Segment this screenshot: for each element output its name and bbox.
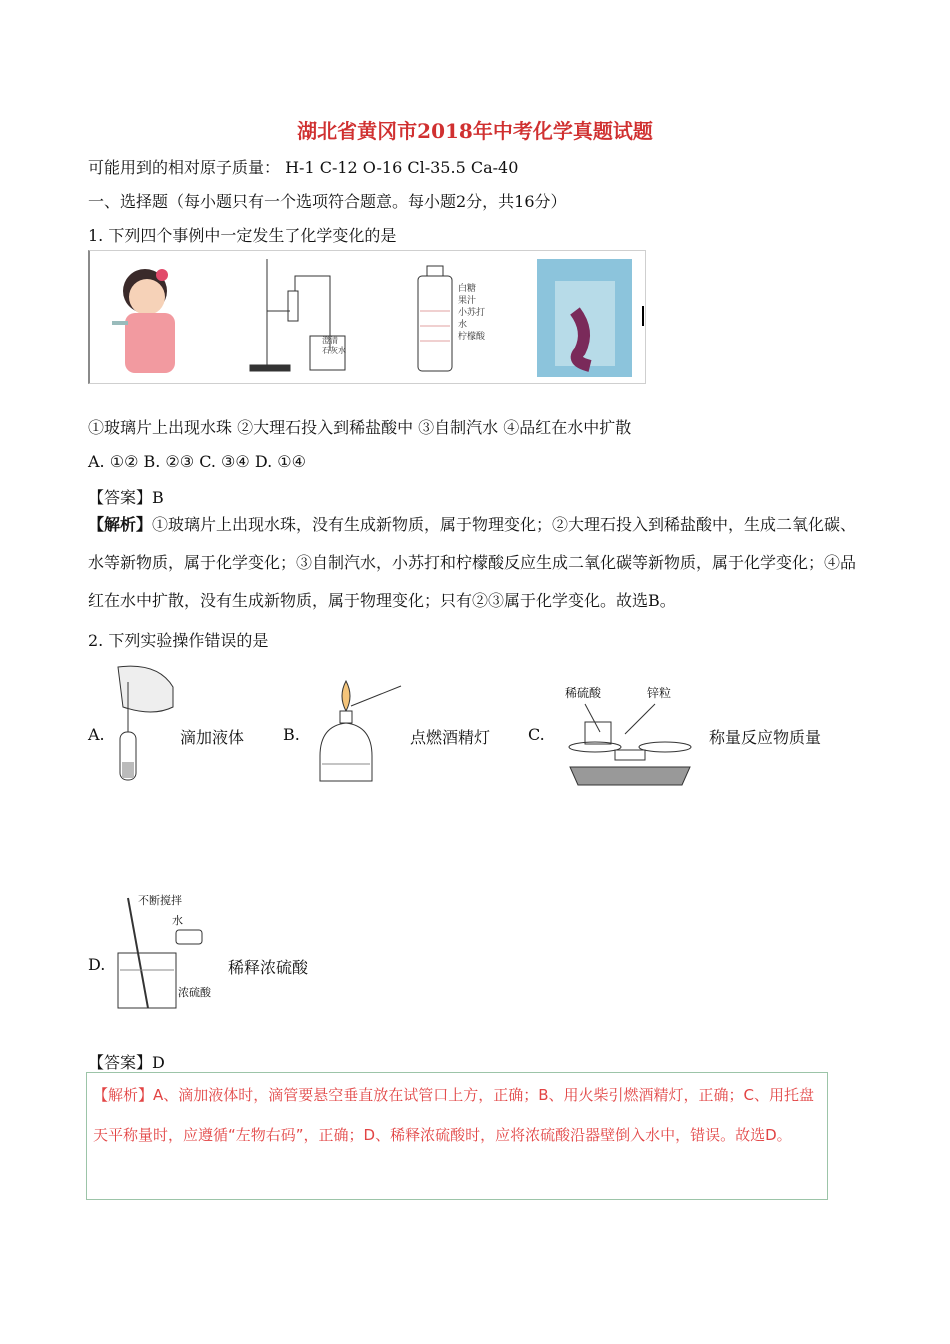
svg-text:石灰水: 石灰水 <box>322 346 346 355</box>
svg-text:小苏打: 小苏打 <box>458 308 486 318</box>
q2-option-a-letter: A. <box>88 725 105 744</box>
dropper-test-tube-icon <box>108 662 180 786</box>
q1-analysis <box>88 506 868 620</box>
atomic-masses: 可能用到的相对原子质量： H-1 C-12 O-16 Cl-35.5 Ca-40 <box>88 158 519 177</box>
section-heading: 一、选择题（每小题只有一个选项符合题意。每小题2分，共16分） <box>88 192 567 211</box>
q2-analysis-box: 【解析】A、滴加液体时，滴管要悬空垂直放在试管口上方，正确；B、用火柴引燃酒精灯，正确；C、用托盘天平称量时，应遵循“左物右码”，正确；D、稀释浓硫酸时，应将浓硫酸沿器壁倒入水中，错误。故选D。 <box>86 1072 828 1200</box>
q2-option-b-letter: B. <box>283 725 300 744</box>
q1-items: ①玻璃片上出现水珠 ②大理石投入到稀盐酸中 ③自制汽水 ④品红在水中扩散 <box>88 418 632 437</box>
page-title: 湖北省黄冈市2018年中考化学真题试题 <box>297 119 653 143</box>
q2-option-d-letter: D. <box>88 955 106 974</box>
lamp-figure <box>306 676 410 788</box>
alcohol-lamp-icon <box>306 676 410 788</box>
q1-analysis-label: 【解析】 <box>88 515 153 534</box>
q1-answer <box>88 485 164 508</box>
dilution-label-acid: 浓硫酸 <box>178 986 211 999</box>
q1-illustrations <box>90 251 645 383</box>
balance-label-acid: 稀硫酸 <box>565 686 602 700</box>
girl-breathing-on-glass-icon <box>112 269 175 373</box>
balance-label-zinc: 锌粒 <box>647 686 672 700</box>
dilution-figure <box>106 888 226 1012</box>
q2-answer <box>88 1050 165 1073</box>
q1-answer-label: 【答案】 <box>88 488 153 507</box>
q2-option-c-letter: C. <box>528 725 545 744</box>
q2-option-a-text: 滴加液体 <box>180 728 245 747</box>
q2-option-b-text: 点燃酒精灯 <box>410 728 491 747</box>
q1-analysis-text: ①玻璃片上出现水珠，没有生成新物质，属于物理变化；②大理石投入到稀盐酸中，生成二氧化碳、水等新物质，属于化学变化；③自制汽水，小苏打和柠檬酸反应生成二氧化碳等新物质，属于化学变化；④品红在水中扩散，没有生成新物质，属于物理变化；只有②③属于化学变化。故选B。 <box>88 515 857 610</box>
q1-figure <box>88 250 646 384</box>
q2-answer-label: 【答案】 <box>88 1053 153 1072</box>
q2-stem: 2. 下列实验操作错误的是 <box>88 631 269 650</box>
dropper-figure <box>108 662 180 786</box>
svg-text:水: 水 <box>458 320 468 330</box>
q1-answer-value: B <box>152 488 164 507</box>
dilution-label-stir: 不断搅拌 <box>138 894 182 907</box>
soda-bottle-icon <box>418 266 452 371</box>
q2-option-d-text: 稀释浓硫酸 <box>228 958 309 977</box>
svg-text:果汁: 果汁 <box>458 296 477 306</box>
svg-text:白糖: 白糖 <box>458 284 477 294</box>
svg-text:柠檬酸: 柠檬酸 <box>458 332 486 342</box>
balance-figure <box>555 672 705 790</box>
dilution-label-water: 水 <box>172 914 183 927</box>
q2-answer-value: D <box>152 1053 165 1072</box>
beaker-dye-diffusion-icon <box>537 259 632 377</box>
svg-text:澄清: 澄清 <box>322 336 338 345</box>
q1-stem: 1. 下列四个事例中一定发生了化学变化的是 <box>88 226 397 245</box>
q2-option-c-text: 称量反应物质量 <box>709 728 822 747</box>
q1-options: A. ①② B. ②③ C. ③④ D. ①④ <box>88 452 306 471</box>
